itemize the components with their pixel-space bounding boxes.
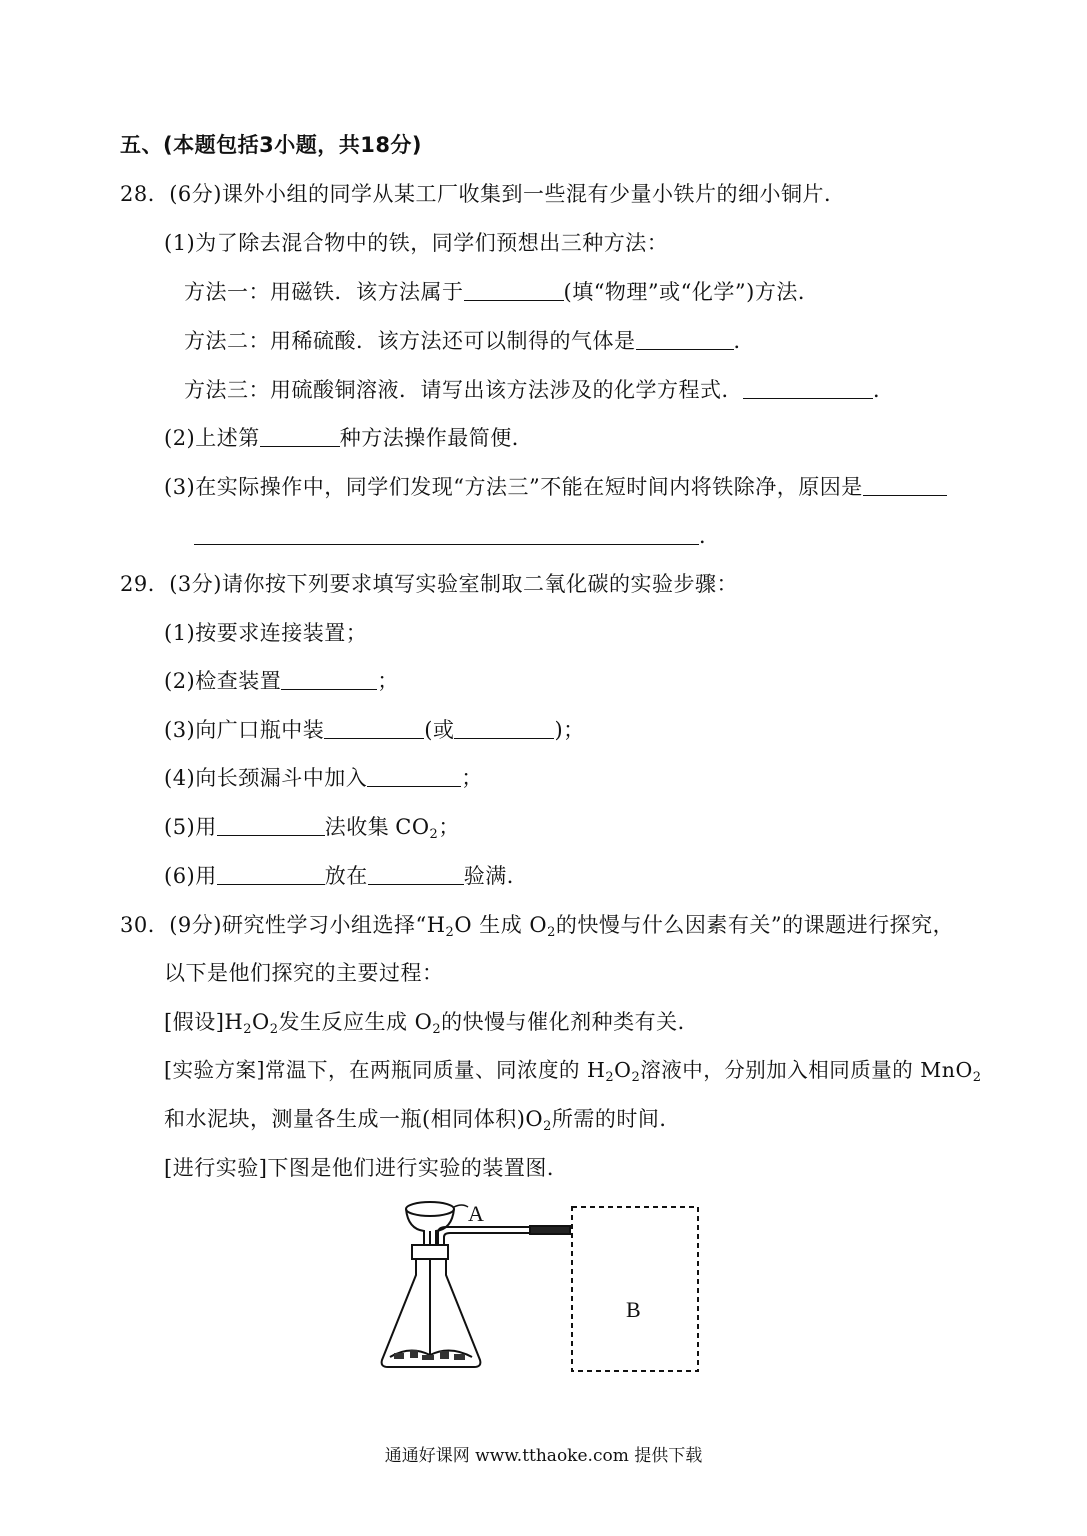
q28-part2-text: (2)上述第 <box>164 426 260 450</box>
q30-intro-b: O 生成 O <box>454 913 548 937</box>
q30-hypothesis <box>164 1008 699 1044</box>
page-footer: 通通好课网 www.tthaoke.com 提供下载 <box>384 1446 703 1466</box>
q28-part3 <box>164 473 947 501</box>
q28-part3-cont <box>194 522 721 550</box>
q29-step3 <box>164 716 585 744</box>
q29-step3-blank1[interactable] <box>324 716 424 739</box>
collection-box-b <box>572 1207 698 1371</box>
q29-step5-tail: ； <box>438 815 460 839</box>
q29-step4 <box>164 764 483 792</box>
q30-experiment: [进行实验]下图是他们进行实验的装置图． <box>164 1156 569 1180</box>
q30-plan2-b: 所需的时间． <box>551 1107 681 1131</box>
q29-step3-or: (或 <box>424 718 455 742</box>
q28-part1: (1)为了除去混合物中的铁，同学们预想出三种方法： <box>164 231 669 255</box>
q30-plan2-a: 和水泥块，测量各生成一瓶(相同体积)O <box>164 1107 544 1131</box>
q30-plan-b: O <box>614 1058 632 1082</box>
q30-plan-sub1: 2 <box>605 1070 615 1085</box>
q28-method2-blank[interactable] <box>636 327 734 350</box>
q29-step5-formula: CO <box>395 815 430 839</box>
q29-step2-blank[interactable] <box>281 667 377 690</box>
q29-step2-text: (2)检查装置 <box>164 669 282 693</box>
q29-step3-tail: )； <box>554 718 585 742</box>
q30-intro-c: 的快慢与什么因素有关”的课题进行探究， <box>555 913 955 937</box>
q30-hyp-a: [假设]H <box>164 1010 244 1034</box>
q29-step4-blank[interactable] <box>367 764 461 787</box>
label-a: A <box>468 1201 484 1226</box>
stopper-icon <box>412 1245 448 1259</box>
q28-method3-blank[interactable] <box>743 376 873 399</box>
q29-step6 <box>164 862 528 890</box>
q28-method3 <box>184 376 895 404</box>
q29-step2-tail: ； <box>377 669 399 693</box>
q30-hyp-sub3: 2 <box>432 1022 442 1037</box>
q30-plan-a: [实验方案]常温下，在两瓶同质量、同浓度的 H <box>164 1058 606 1082</box>
label-a-pointer <box>454 1205 468 1207</box>
apparatus-figure <box>360 1195 720 1385</box>
delivery-tube-icon <box>438 1226 570 1245</box>
q30-intro2: 以下是他们探究的主要过程： <box>164 961 444 985</box>
q29-intro: 29．(3分)请你按下列要求填写实验室制取二氧化碳的实验步骤： <box>120 572 738 596</box>
q30-plan-sub3: 2 <box>972 1070 982 1085</box>
q30-intro <box>120 911 954 947</box>
q30-hyp-sub2: 2 <box>269 1022 279 1037</box>
q29-step6-mid: 放在 <box>324 864 368 888</box>
q28-method2-text: 方法二：用稀硫酸．该方法还可以制得的气体是 <box>184 329 636 353</box>
q28-part3-blank2[interactable] <box>194 522 699 545</box>
q29-step5-mid: 法收集 <box>324 815 390 839</box>
q28-part2-tail: 种方法操作最简便． <box>339 426 534 450</box>
q29-step6-text: (6)用 <box>164 864 217 888</box>
q29-step6-blank1[interactable] <box>217 862 325 885</box>
q28-method1 <box>184 278 819 306</box>
section-heading: 五、(本题包括3小题，共18分) <box>120 133 423 157</box>
q28-part3-text: (3)在实际操作中，同学们发现“方法三”不能在短时间内将铁除净，原因是 <box>164 475 863 499</box>
q28-method2-tail: ． <box>733 329 755 353</box>
q29-step5-blank[interactable] <box>217 813 325 836</box>
q29-step5-sub: 2 <box>429 827 439 842</box>
q28-method2 <box>184 327 755 355</box>
q29-step6-tail: 验满． <box>463 864 529 888</box>
q30-hyp-d: 的快慢与催化剂种类有关． <box>441 1010 700 1034</box>
q28-method1-blank[interactable] <box>464 278 564 301</box>
q28-part2-blank[interactable] <box>260 424 340 447</box>
q30-intro-sub2: 2 <box>547 925 556 940</box>
q28-method3-text: 方法三：用硫酸铜溶液．请写出该方法涉及的化学方程式． <box>184 378 743 402</box>
q30-intro-a: 30．(9分)研究性学习小组选择“H <box>120 913 446 937</box>
q30-hyp-b: O <box>251 1010 270 1034</box>
q28-method1-text: 方法一：用磁铁．该方法属于 <box>184 280 464 304</box>
q30-hyp-sub1: 2 <box>243 1022 252 1037</box>
label-b: B <box>626 1297 641 1322</box>
q30-plan-c: 溶液中，分别加入相同质量的 MnO <box>640 1058 973 1082</box>
q29-step6-blank2[interactable] <box>368 862 464 885</box>
q29-step5-text: (5)用 <box>164 815 217 839</box>
q29-step3-blank2[interactable] <box>454 716 554 739</box>
q30-plan <box>164 1056 982 1092</box>
q29-step4-text: (4)向长颈漏斗中加入 <box>164 766 368 790</box>
q28-part3-blank[interactable] <box>863 473 947 496</box>
q29-step1: (1)按要求连接装置； <box>164 621 368 645</box>
q28-method3-tail: ． <box>873 378 895 402</box>
q29-step3-text: (3)向广口瓶中装 <box>164 718 325 742</box>
q29-step2 <box>164 667 399 695</box>
q30-plan-sub2: 2 <box>631 1070 641 1085</box>
q30-intro-sub1: 2 <box>445 925 455 940</box>
q28-part2 <box>164 424 533 452</box>
q28-intro: 28．(6分)课外小组的同学从某工厂收集到一些混有少量小铁片的细小铜片． <box>120 182 846 206</box>
q28-method1-tail: (填“物理”或“化学”)方法． <box>563 280 820 304</box>
q30-plan2-sub: 2 <box>543 1119 552 1134</box>
q29-step5 <box>164 813 460 849</box>
q30-hyp-c: 发生反应生成 O <box>278 1010 433 1034</box>
q30-plan2 <box>164 1105 681 1141</box>
q29-step4-tail: ； <box>461 766 483 790</box>
q28-part3-end: ． <box>699 524 721 548</box>
